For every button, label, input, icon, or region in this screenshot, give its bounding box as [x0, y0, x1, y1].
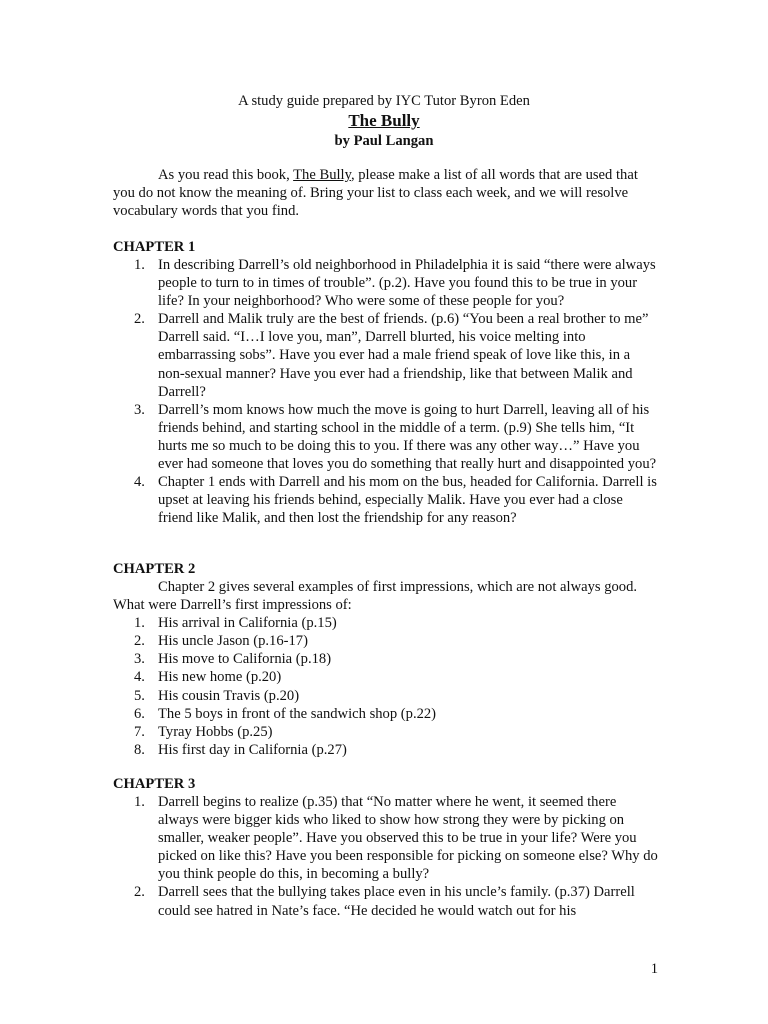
intro-paragraph — [113, 166, 658, 221]
question-number: 1. — [134, 615, 145, 632]
page-number: 1 — [650, 961, 658, 977]
question-number: 3. — [134, 651, 145, 668]
question-text: Chapter 1 ends with Darrell and his mom on the bus, headed for California. Darrell is upset at leaving his friends behind, especially Malik. Have you ever had a close friend like Malik, and then lost the friendship for any reason? — [158, 474, 657, 527]
chapter-2-section — [113, 560, 658, 759]
question-text: The 5 boys in front of the sandwich shop (p.22) — [158, 705, 437, 722]
question-text: His move to California (p.18) — [158, 651, 332, 668]
question-item — [113, 632, 658, 650]
question-text: Tyray Hobbs (p.25) — [158, 723, 273, 740]
question-number: 3. — [134, 401, 145, 418]
intro-book-title: The Bully — [293, 167, 351, 183]
guide-subtitle: A study guide prepared by IYC Tutor Byron Eden — [238, 93, 530, 109]
author-byline: by Paul Langan — [334, 133, 434, 149]
question-text: Darrell begins to realize (p.35) that “No matter where he went, it seemed there always were bigger kids who liked to show how strong they were by picking on smaller, weaker people”. Have you observed this to be true in your life? Were you picked on like this? Have you been responsible for picking on someone else? Why do you think people do this, in becoming a bully? — [158, 794, 658, 883]
question-number: 2. — [134, 884, 145, 901]
question-item — [113, 883, 658, 919]
question-text: His cousin Travis (p.20) — [158, 687, 300, 704]
chapter-1-heading: CHAPTER 1 — [113, 239, 196, 255]
chapter-3-heading: CHAPTER 3 — [113, 776, 196, 792]
intro-text-after: , please make a list of all words that are used that you do not know the meaning of. Bring your list to class each week, and we will resolve vocabulary words that you find. — [113, 167, 638, 220]
question-item — [113, 723, 658, 741]
question-text: His arrival in California (p.15) — [158, 615, 337, 632]
question-number: 2. — [134, 311, 145, 328]
question-item — [113, 668, 658, 686]
question-number: 6. — [134, 705, 145, 722]
question-item — [113, 705, 658, 723]
chapter-3-questions — [113, 793, 658, 920]
question-text: Darrell and Malik truly are the best of friends. (p.6) “You been a real brother to me” Darrell said. “I…I love you, man”, Darrell blurted, his voice melting into embarrassing sobs”. Have you ever had a male friend speak of love like this, in a non-sexual manner? Have you ever had a friendship, like that between Malik and Darrell? — [158, 311, 649, 400]
question-item — [113, 473, 658, 527]
chapter-2-heading: CHAPTER 2 — [113, 561, 196, 577]
question-number: 8. — [134, 741, 145, 758]
question-item — [113, 310, 658, 400]
question-number: 2. — [134, 633, 145, 650]
question-item — [113, 401, 658, 473]
chapter-3-section — [113, 775, 658, 920]
question-text: In describing Darrell’s old neighborhood in Philadelphia it is said “there were always people to turn to in times of trouble”. (p.2). Have you found this to be true in your life? In your neighborhood? Who were some of these people for you? — [158, 257, 656, 310]
question-number: 4. — [134, 669, 145, 686]
question-item — [113, 650, 658, 668]
question-item — [113, 614, 658, 632]
question-number: 4. — [134, 474, 145, 491]
question-number: 1. — [134, 257, 145, 273]
chapter-1-questions — [113, 256, 658, 527]
question-text: Darrell sees that the bullying takes place even in his uncle’s family. (p.37) Darrell could see hatred in Nate’s face. “He decided he would watch out for his — [158, 884, 635, 919]
chapter-2-lead: Chapter 2 gives several examples of first impressions, which are not always good. What were Darrell’s first impressions of: — [113, 579, 638, 614]
question-item — [113, 793, 658, 883]
question-number: 5. — [134, 687, 145, 704]
question-text: His uncle Jason (p.16-17) — [158, 633, 308, 650]
question-item — [113, 256, 658, 310]
intro-text-before: As you read this book, — [158, 167, 294, 183]
question-item — [113, 687, 658, 705]
question-text: Darrell’s mom knows how much the move is going to hurt Darrell, leaving all of his friends behind, and starting school in the middle of a term. (p.9) She tells him, “It hurts me so much to be doing this to you. If there was any other way…” Have you ever had someone that loves you do something that really hurt and disappointed you? — [158, 401, 657, 473]
question-text: His first day in California (p.27) — [158, 741, 347, 758]
book-title: The Bully — [348, 111, 420, 130]
chapter-1-section — [113, 238, 658, 527]
question-number: 7. — [134, 723, 145, 740]
question-item — [113, 741, 658, 759]
question-number: 1. — [134, 794, 145, 810]
chapter-2-questions — [113, 614, 658, 759]
question-text: His new home (p.20) — [158, 669, 282, 686]
